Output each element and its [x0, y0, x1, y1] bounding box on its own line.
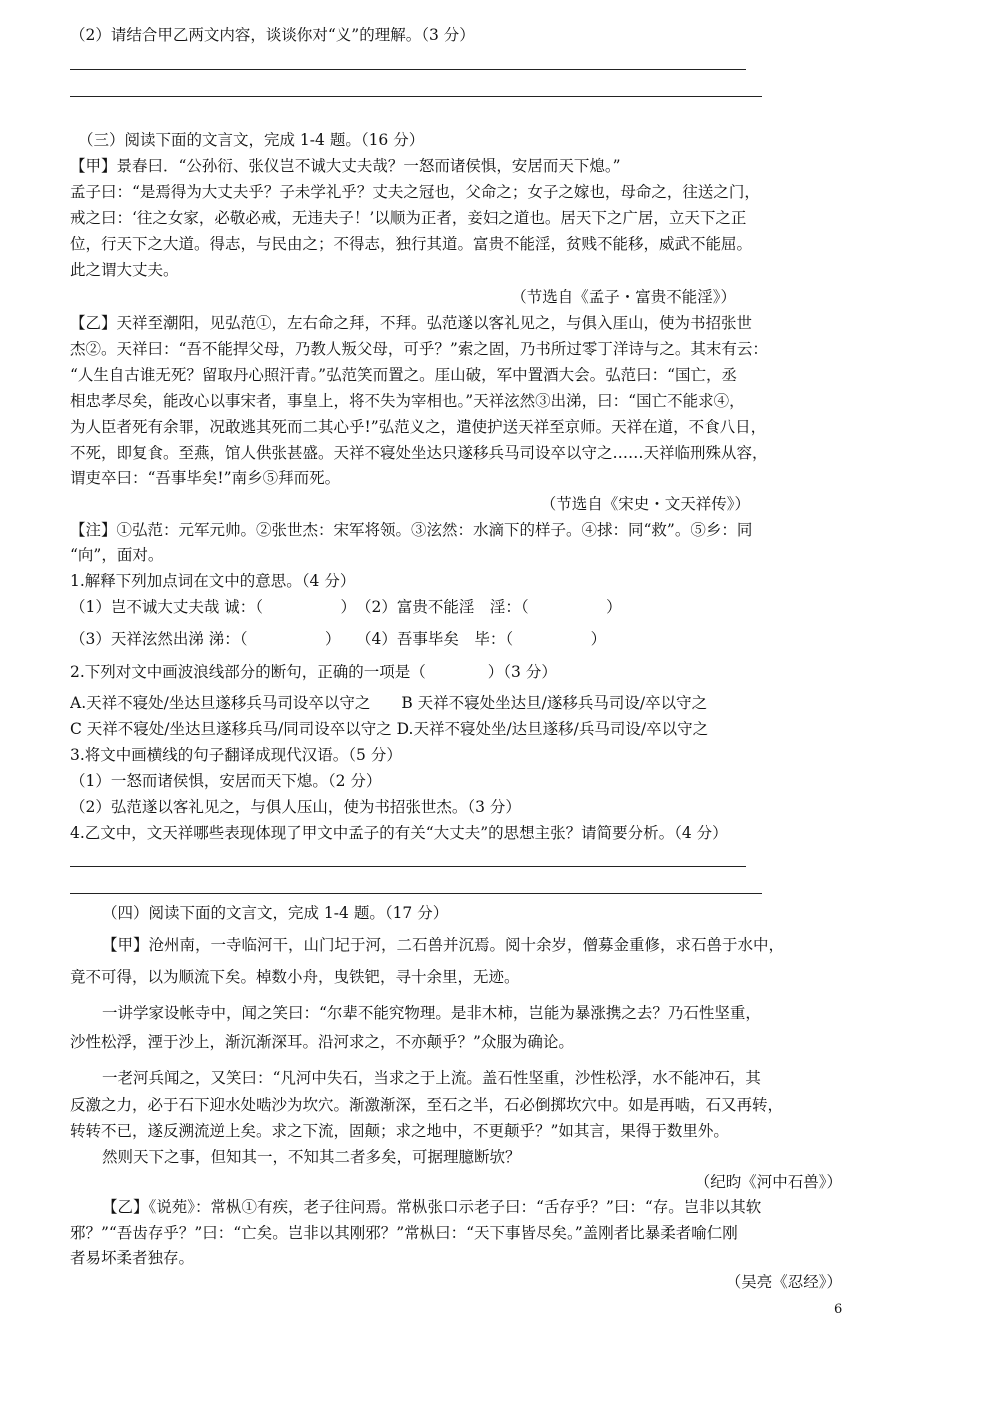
- text-line: 谓吏卒曰：“吾事毕矣!”南乡⑤拜而死。: [70, 469, 341, 487]
- option-line: C 天祥不寝处/坐达旦遂移兵马/同司设卒以守之 D.天祥不寝处坐/达旦遂移/兵马司设/卒以守之: [70, 720, 709, 738]
- text-line: 【甲】沧州南，一寺临河干，山门圮于河，二石兽并沉焉。阅十余岁，僧募金重修，求石兽于水中，: [102, 936, 785, 954]
- note-line: “向”，面对。: [70, 546, 164, 564]
- answer-line: [70, 866, 746, 867]
- text-line: 【乙】天祥至潮阳，见弘范①，左右命之拜，不拜。弘范遂以客礼见之，与俱入厓山，使为书招张世: [70, 314, 753, 332]
- question-line: 2.下列对文中画波浪线部分的断句，正确的一项是（ ）（3 分）: [70, 663, 557, 681]
- question-line: 3.将文中画横线的句子翻译成现代汉语。（5 分）: [70, 746, 402, 764]
- text-line: 孟子曰：“是焉得为大丈夫乎？子未学礼乎？丈夫之冠也，父命之；女子之嫁也，母命之，往送之门，: [70, 183, 760, 201]
- question-line: （2）弘范遂以客礼见之，与俱人压山，使为书招张世杰。（3 分）: [70, 798, 521, 816]
- text-line: 一老河兵闻之，又笑曰：“凡河中失石，当求之于上流。盖石性坚重，沙性松浮，水不能冲石，其: [102, 1069, 761, 1087]
- section-heading: （三）阅读下面的文言文，完成 1-4 题。（16 分）: [78, 131, 425, 149]
- text-line: 转转不已，遂反溯流逆上矣。求之下流，固颠；求之地中，不更颠乎？”如其言，果得于数里外。: [70, 1122, 729, 1140]
- question-line: （2）请结合甲乙两文内容，谈谈你对“义”的理解。（3 分）: [70, 26, 475, 44]
- source-citation: （节选自《孟子・富贵不能淫》）: [511, 288, 736, 306]
- option-line: A.天祥不寝处/坐达旦遂移兵马司设卒以守之 B 天祥不寝处坐达旦/遂移兵马司设/卒以守之: [70, 694, 708, 712]
- section-heading: （四）阅读下面的文言文，完成 1-4 题。（17 分）: [102, 904, 449, 922]
- answer-line: [70, 96, 762, 97]
- text-line: 一讲学家设帐寺中，闻之笑曰：“尔辈不能究物理。是非木柿，岂能为暴涨携之去？乃石性坚重，: [102, 1004, 761, 1022]
- text-line: 反激之力，必于石下迎水处啮沙为坎穴。渐激渐深，至石之半，石必倒掷坎穴中。如是再啮，石又再转，: [70, 1096, 784, 1114]
- text-line: 为人臣者死有余罪，况敢逃其死而二其心乎!”弘范义之，遣使护送天祥至京师。天祥在道，不食八日，: [70, 418, 767, 436]
- text-line: 邪？”“吾齿存乎？”曰：“亡矣。岂非以其刚邪？”常枞曰：“天下事皆尽矣。”盖刚者比暴柔者喻仁刚: [70, 1224, 738, 1242]
- text-line: 者易坏柔者独存。: [70, 1249, 195, 1267]
- text-line: 【甲】景春曰．“公孙衍、张仪岂不诚大丈夫哉？一怒而诸侯惧，安居而天下熄。”: [70, 157, 621, 175]
- question-line: （1）岂不诚大丈夫哉 诚：（ ） （2）富贵不能淫 淫：（ ）: [70, 598, 622, 616]
- question-line: 1.解释下列加点词在文中的意思。（4 分）: [70, 572, 356, 590]
- text-line: 相忠孝尽矣，能改心以事宋者，事皇上，将不失为宰相也。”天祥泫然③出涕，曰：“国亡不能求④，: [70, 392, 745, 410]
- text-line: 竟不可得，以为顺流下矣。棹数小舟，曳铁钯，寻十余里，无迹。: [70, 968, 520, 986]
- text-line: 【乙】《说苑》：常枞①有疾，老子往问焉。常枞张口示老子曰：“舌存乎？”曰：“存。岂非以其软: [102, 1198, 762, 1216]
- text-line: “人生自古谁无死？留取丹心照汗青。”弘范笑而置之。厓山破，军中置酒大会。弘范曰：“国亡，丞: [70, 366, 738, 384]
- page-number: 6: [834, 1302, 843, 1317]
- answer-line: [70, 893, 762, 894]
- text-line: 然则天下之事，但知其一，不知其二者多矣，可据理臆断欤？: [102, 1148, 521, 1166]
- question-line: （1）一怒而诸侯惧，安居而天下熄。（2 分）: [70, 772, 382, 790]
- text-line: 不死，即复食。至燕，馆人供张甚盛。天祥不寝处坐达只遂移兵马司设卒以守之……天祥临刑殊从容，: [70, 444, 768, 462]
- text-line: 位，行天下之大道。得志，与民由之；不得志，独行其道。富贵不能淫，贫贱不能移，威武不能屈。: [70, 235, 753, 253]
- question-line: 4.乙文中，文天祥哪些表现体现了甲文中孟子的有关“大丈夫”的思想主张？请简要分析。（4 分）: [70, 824, 728, 842]
- source-citation: （吴亮《忍经》）: [725, 1273, 842, 1291]
- note-line: 【注】①弘范：元军元帅。②张世杰：宋军将领。③泫然：水滴下的样子。④捄：同“救”。⑤乡：同: [70, 521, 753, 539]
- source-citation: （节选自《宋史・文天祥传》）: [540, 495, 750, 513]
- source-citation: （纪昀《河中石兽》）: [694, 1173, 842, 1191]
- text-line: 此之谓大丈夫。: [70, 261, 179, 279]
- text-line: 杰②。天祥曰：“吾不能捍父母，乃教人叛父母，可乎？”索之固，乃书所过零丁洋诗与之。其末有云：: [70, 340, 768, 358]
- answer-line: [70, 69, 746, 70]
- text-line: 戒之曰：‘往之女家，必敬必戒，无违夫子！’以顺为正者，妾妇之道也。居天下之广居，立天下之正: [70, 209, 747, 227]
- text-line: 沙性松浮，湮于沙上，渐沉渐深耳。沿河求之，不亦颠乎？”众服为确论。: [70, 1033, 574, 1051]
- question-line: （3）天祥泫然出涕 涕：（ ） （4）吾事毕矣 毕：（ ）: [70, 630, 607, 648]
